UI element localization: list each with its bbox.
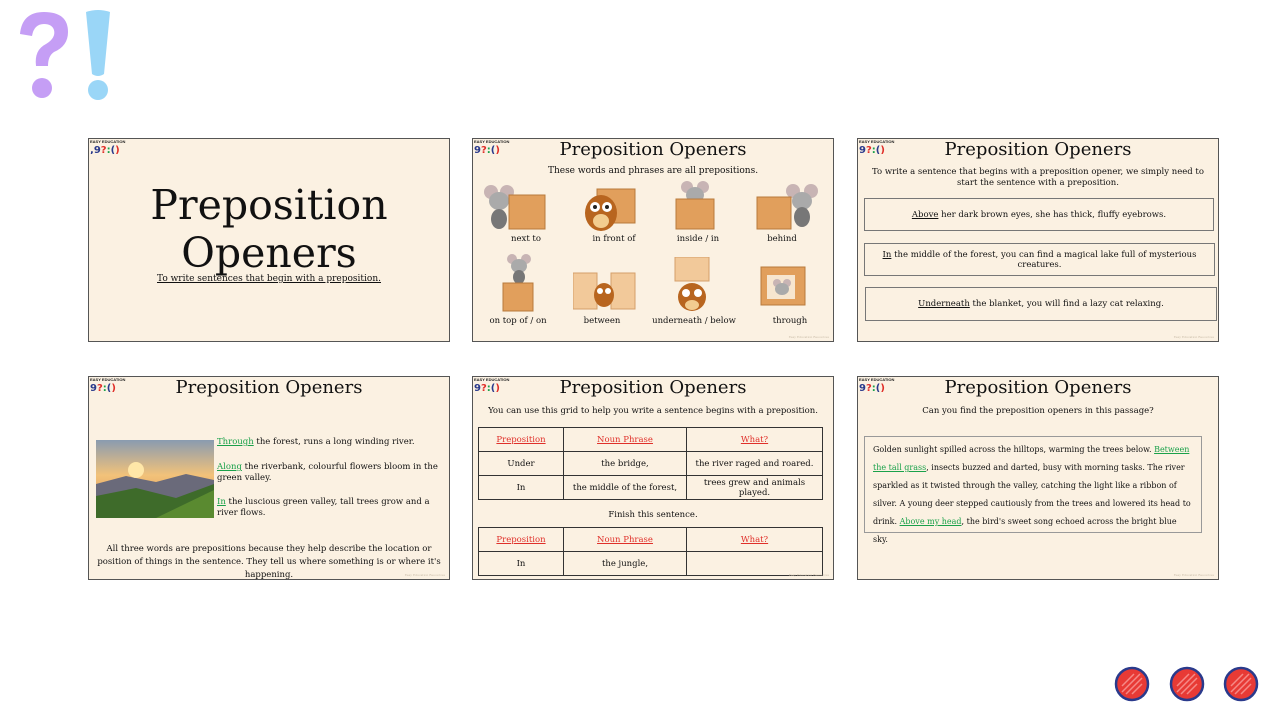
answer-cell[interactable] <box>687 552 823 576</box>
sentence-rest: the luscious green valley, tall trees grow and a river flows. <box>217 497 430 518</box>
preposition-grid <box>478 427 823 500</box>
punctuation-logo-icon <box>90 144 126 154</box>
table-header-row <box>479 528 823 552</box>
sentence-rest: her dark brown eyes, she has thick, fluffy eyebrows. <box>938 209 1167 220</box>
slide-2-thumbnail[interactable] <box>472 138 834 342</box>
table-cell: the river raged and roared. <box>687 452 823 476</box>
table-header-row <box>479 428 823 452</box>
sentence-rest: the middle of the forest, you can find a magical lake full of mysterious creatures. <box>891 249 1197 270</box>
slide-3-intro: To write a sentence that begins with a preposition opener, we simply need to start the sentence with a preposition. <box>872 167 1204 188</box>
table-cell: the middle of the forest, <box>564 476 687 500</box>
owl-in-front-of-box-icon <box>579 185 639 233</box>
header-cell: What? <box>687 528 823 552</box>
example-sentence <box>865 287 1217 321</box>
preposition-label: between <box>583 316 621 326</box>
table-cell: the bridge, <box>564 452 687 476</box>
sentence-rest: the riverbank, colourful flowers bloom in the green valley. <box>217 462 438 483</box>
finish-instruction: Finish this sentence. <box>608 510 698 520</box>
header-cell: What? <box>687 428 823 452</box>
table-cell: Under <box>479 452 564 476</box>
table-row <box>479 476 823 500</box>
brand-text: EASY EDUCATION <box>90 139 126 144</box>
table-cell: In <box>479 552 564 576</box>
mouse-next-to-box-icon <box>479 183 549 231</box>
svg-text:9?:(): 9?:() <box>859 145 885 154</box>
red-scribble-button[interactable] <box>1114 666 1150 702</box>
passage-text: Golden sunlight spilled across the hilltops, warming the trees below. <box>873 445 1155 454</box>
preposition-label: behind <box>767 234 797 244</box>
slide-1-objective: To write sentences that begin with a preposition. <box>157 274 381 284</box>
passage-text: , insects buzzed and darted, busy with morning tasks. The river sparkled as it twisted through the valley, catching the light like a ribbon of silver. A young deer stepped cautiously from the trees and lowered its head to drink. <box>873 463 1191 526</box>
slide-4-summary: All three words are prepositions because they help describe the location or position of things in the sentence. They tell us where something is or where it's happening. <box>97 544 441 580</box>
watermark: Easy Education Resources <box>1173 335 1214 339</box>
slide-2-subtitle: These words and phrases are all prepositions. <box>547 166 759 176</box>
preposition-word: Above <box>911 209 939 220</box>
brand-text: EASY EDUCATION <box>90 377 126 382</box>
svg-text:9?:(): 9?:() <box>474 145 500 154</box>
finish-grid <box>478 527 823 576</box>
example-sentence <box>864 198 1214 231</box>
mouse-inside-box-icon <box>671 179 721 231</box>
preposition-label: next to <box>511 234 541 244</box>
brand-text: EASY EDUCATION <box>474 139 510 144</box>
owl-underneath-box-icon <box>673 257 713 313</box>
table-cell: trees grew and animals played. <box>687 476 823 500</box>
slide-title: Preposition Openers <box>559 377 747 398</box>
passage-text: , the bird's sweet song echoed across the bright blue sky. <box>873 517 1177 544</box>
brand-text: EASY EDUCATION <box>859 139 895 144</box>
mouse-through-box-icon <box>753 263 813 309</box>
svg-text:9?:(): 9?:() <box>90 383 116 392</box>
slide-1-title: Preposition Openers <box>150 181 388 277</box>
sentence-rest: the blanket, you will find a lazy cat relaxing. <box>969 299 1164 309</box>
preposition-opener: Above my head <box>899 517 962 526</box>
slide-title: Preposition Openers <box>559 139 747 160</box>
preposition-label: underneath / below <box>652 316 736 326</box>
slide-6-question: Can you find the preposition openers in this passage? <box>922 406 1154 416</box>
preposition-label: in front of <box>592 234 636 244</box>
svg-text:9?:(): 9?:() <box>474 383 500 392</box>
svg-text:9?:(): 9?:() <box>859 383 885 392</box>
preposition-word: In <box>217 497 226 507</box>
slide-title: Preposition Openers <box>944 139 1132 160</box>
preposition-word: Through <box>217 437 254 447</box>
preposition-word: Underneath <box>918 299 970 309</box>
watermark: Easy Education Resources <box>404 573 445 577</box>
table-cell: In <box>479 476 564 500</box>
preposition-word: In <box>882 249 892 260</box>
example-line <box>217 437 449 448</box>
sentence-rest: the forest, runs a long winding river. <box>253 437 415 447</box>
header-cell: Preposition <box>479 528 564 552</box>
red-scribble-button[interactable] <box>1223 666 1259 702</box>
preposition-label: through <box>772 316 808 326</box>
slide-3-thumbnail[interactable] <box>857 138 1219 342</box>
slide-title: Preposition Openers <box>175 377 363 398</box>
preposition-opener: Between the tall grass <box>873 445 1190 472</box>
watermark: Easy Education Resources <box>788 335 829 339</box>
preposition-word: Along <box>217 462 242 472</box>
header-cell: Noun Phrase <box>564 428 687 452</box>
preposition-label: inside / in <box>676 234 720 244</box>
mouse-on-top-of-box-icon <box>499 253 539 313</box>
svg-text:,9?:(): ,9?:() <box>90 145 120 154</box>
red-scribble-button[interactable] <box>1169 666 1205 702</box>
mouse-behind-box-icon <box>753 183 823 231</box>
slide-4-thumbnail[interactable] <box>88 376 450 580</box>
header-cell: Preposition <box>479 428 564 452</box>
preposition-label: on top of / on <box>489 316 547 326</box>
table-row <box>479 552 823 576</box>
brand-mini-logo <box>90 140 126 154</box>
question-exclamation-logo-icon <box>12 4 122 104</box>
table-cell: the jungle, <box>564 552 687 576</box>
slide-6-thumbnail[interactable] <box>857 376 1219 580</box>
passage-box <box>864 436 1202 544</box>
example-line <box>217 462 449 484</box>
watermark: Easy Education Resources <box>1173 573 1214 577</box>
example-line <box>217 497 449 519</box>
slide-1-thumbnail[interactable] <box>88 138 450 342</box>
brand-text: EASY EDUCATION <box>859 377 895 382</box>
owl-between-boxes-icon <box>573 271 637 311</box>
forest-valley-photo <box>96 440 214 518</box>
watermark: Easy Education Resources <box>788 573 829 577</box>
slide-5-thumbnail[interactable] <box>472 376 834 580</box>
slide-5-intro: You can use this grid to help you write a sentence begins with a preposition. <box>488 406 818 416</box>
example-sentence <box>864 243 1215 276</box>
slide-title: Preposition Openers <box>944 377 1132 398</box>
table-row <box>479 452 823 476</box>
header-cell: Noun Phrase <box>564 528 687 552</box>
brand-text: EASY EDUCATION <box>474 377 510 382</box>
